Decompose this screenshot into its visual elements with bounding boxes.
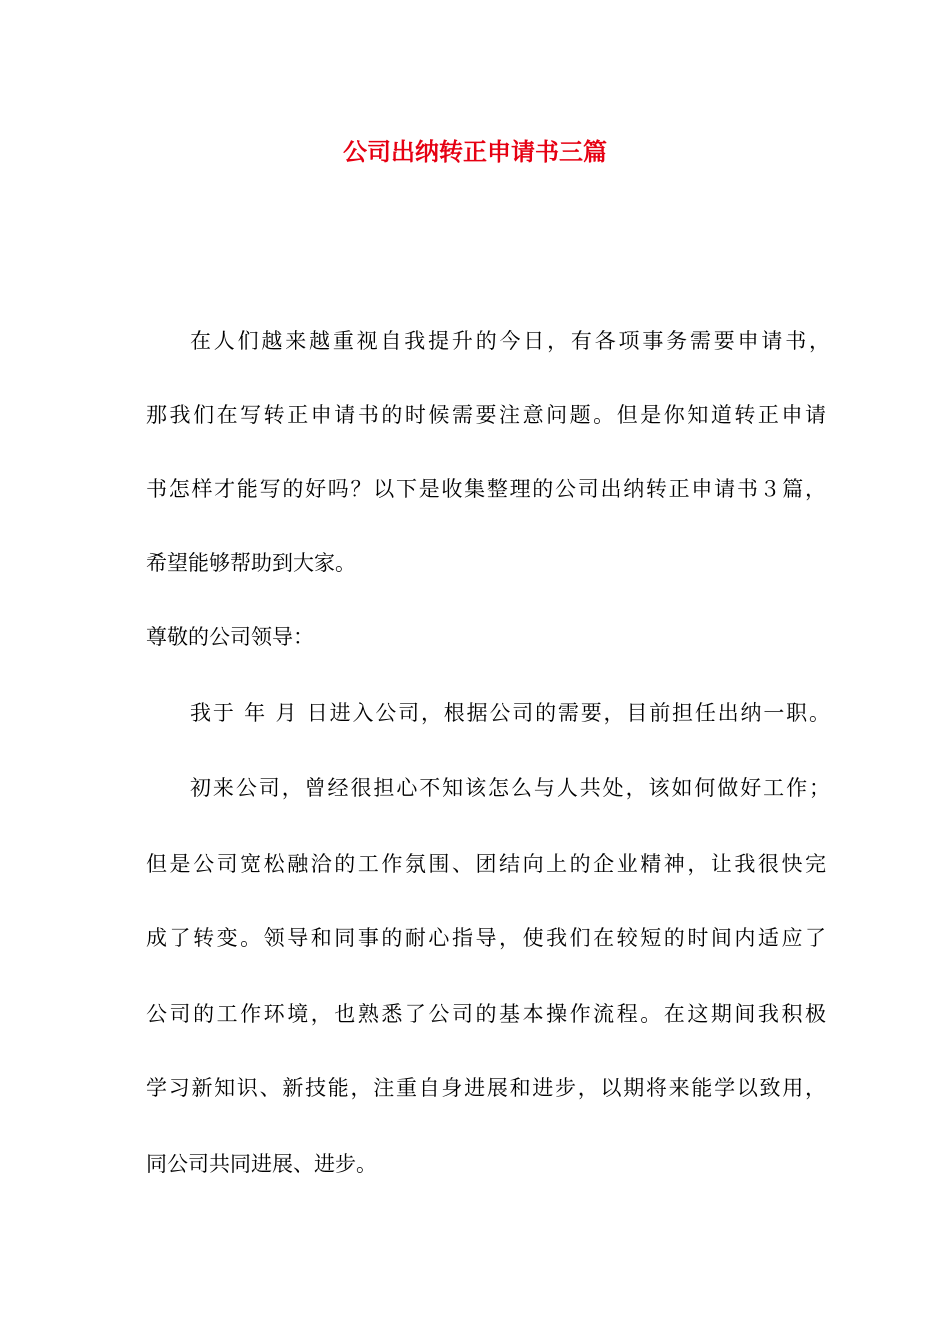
- paragraph-line: 初来公司，曾经很担心不知该怎么与人共处，该如何做好工作；: [190, 776, 830, 800]
- document-title: 公司出纳转正申请书三篇: [343, 138, 607, 166]
- paragraph-line: 同公司共同进展、进步。: [146, 1152, 377, 1176]
- paragraph-line: 学习新知识、新技能，注重自身进展和进步，以期将来能学以致用，: [146, 1076, 826, 1100]
- paragraph-line: 公司的工作环境，也熟悉了公司的基本操作流程。在这期间我积极: [146, 1002, 826, 1026]
- paragraph-line: 那我们在写转正申请书的时候需要注意问题。但是你知道转正申请: [146, 403, 826, 427]
- paragraph-line: 我于 年 月 日进入公司，根据公司的需要，目前担任出纳一职。: [190, 701, 830, 725]
- paragraph-line: 书怎样才能写的好吗？以下是收集整理的公司出纳转正申请书３篇，: [146, 477, 826, 501]
- salutation: 尊敬的公司领导：: [146, 625, 314, 649]
- paragraph-line: 但是公司宽松融洽的工作氛围、团结向上的企业精神，让我很快完: [146, 852, 826, 876]
- paragraph-line: 希望能够帮助到大家。: [146, 551, 356, 575]
- paragraph-line: 在人们越来越重视自我提升的今日，有各项事务需要申请书，: [190, 329, 830, 353]
- paragraph-line: 成了转变。领导和同事的耐心指导，使我们在较短的时间内适应了: [146, 926, 826, 950]
